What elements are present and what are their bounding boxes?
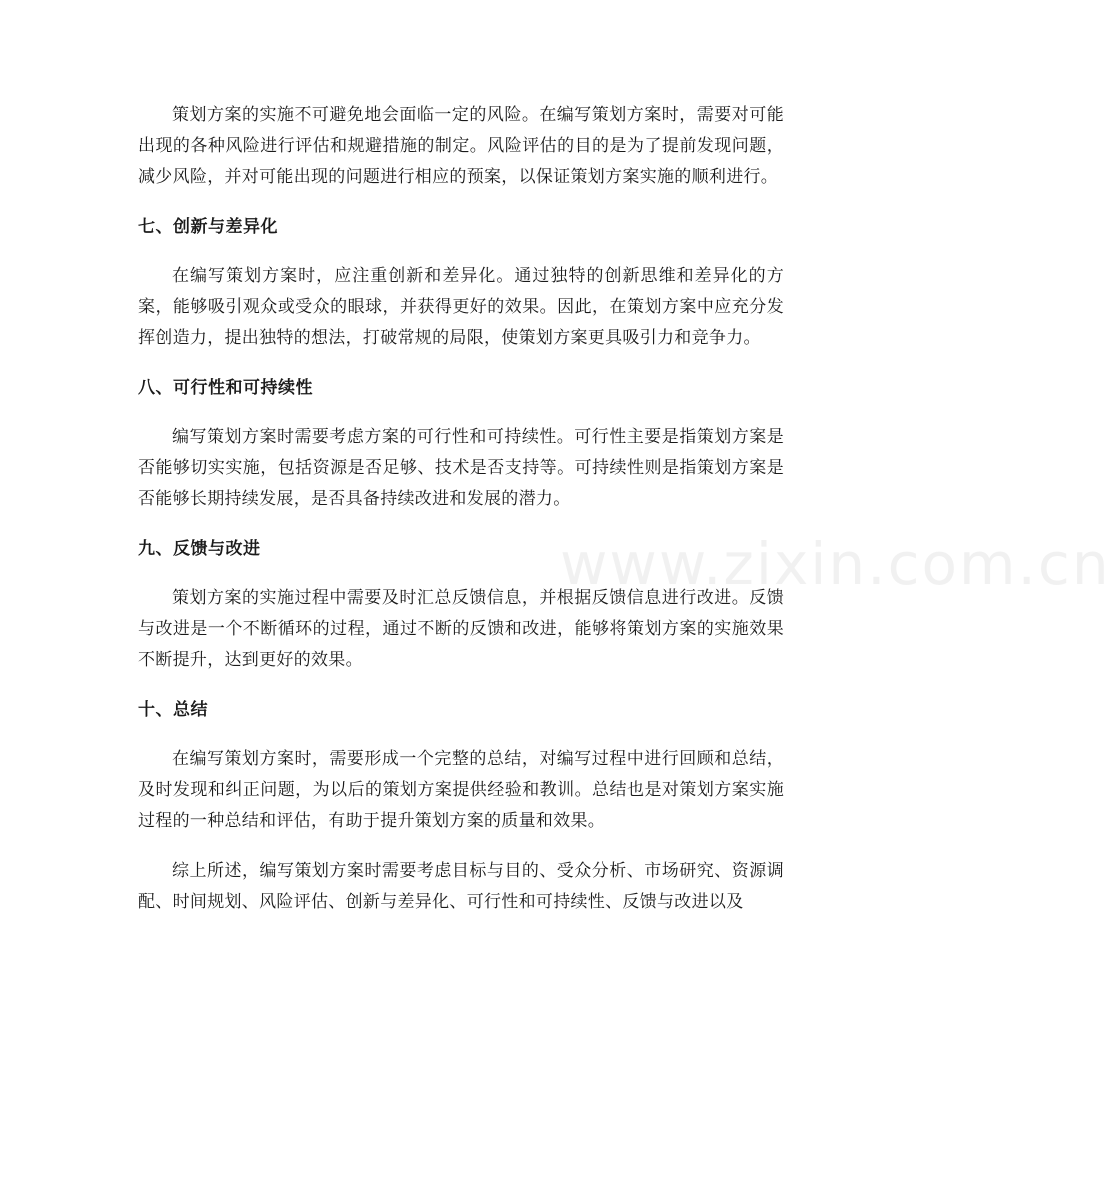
heading-summary: 十、总结: [138, 700, 208, 720]
paragraph-summary: 在编写策划方案时，需要形成一个完整的总结，对编写过程中进行回顾和总结，及时发现和纠正问题，为以后的策划方案提供经验和教训。总结也是对策划方案实施过程的一种总结和评估，有助于提升策划方案的质量和效果。: [138, 749, 784, 831]
document-page: [138, 100, 784, 937]
paragraph-conclusion: 综上所述，编写策划方案时需要考虑目标与目的、受众分析、市场研究、资源调配、时间规划、风险评估、创新与差异化、可行性和可持续性、反馈与改进以及: [138, 861, 784, 912]
watermark-text: www.zixin.com.cn: [560, 530, 1111, 598]
paragraph-feedback: 策划方案的实施过程中需要及时汇总反馈信息，并根据反馈信息进行改进。反馈与改进是一个不断循环的过程，通过不断的反馈和改进，能够将策划方案的实施效果不断提升，达到更好的效果。: [138, 588, 784, 670]
paragraph-innovation: 在编写策划方案时，应注重创新和差异化。通过独特的创新思维和差异化的方案，能够吸引观众或受众的眼球，并获得更好的效果。因此，在策划方案中应充分发挥创造力，提出独特的想法，打破常规的局限，使策划方案更具吸引力和竞争力。: [138, 266, 784, 348]
paragraph-feasibility: 编写策划方案时需要考虑方案的可行性和可持续性。可行性主要是指策划方案是否能够切实实施，包括资源是否足够、技术是否支持等。可持续性则是指策划方案是否能够长期持续发展，是否具备持续改进和发展的潜力。: [138, 427, 784, 509]
heading-feedback: 九、反馈与改进: [138, 539, 261, 559]
heading-feasibility: 八、可行性和可持续性: [138, 378, 313, 398]
heading-innovation: 七、创新与差异化: [138, 217, 278, 237]
paragraph-risk: 策划方案的实施不可避免地会面临一定的风险。在编写策划方案时，需要对可能出现的各种风险进行评估和规避措施的制定。风险评估的目的是为了提前发现问题，减少风险，并对可能出现的问题进行相应的预案，以保证策划方案实施的顺利进行。: [138, 105, 784, 187]
